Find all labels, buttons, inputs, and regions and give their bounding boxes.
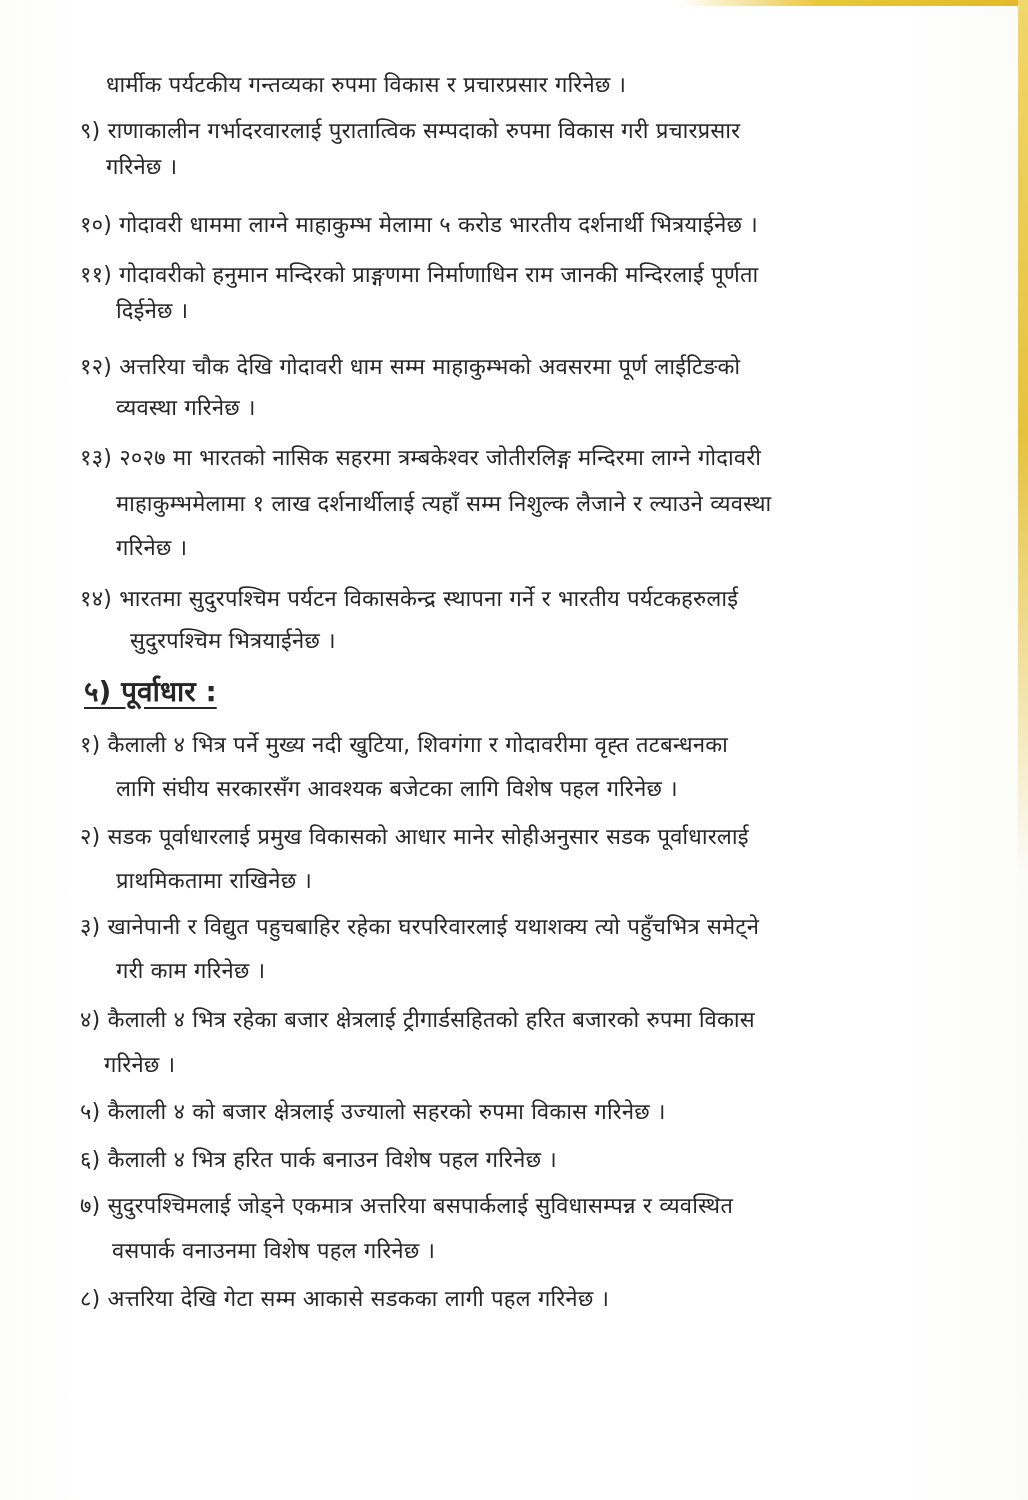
list-item-1: १) कैलाली ४ भित्र पर्ने मुख्य नदी खुटिया, शिवगंगा र गोदावरीमा वृह्त तटबन्धनका — [80, 733, 729, 758]
list-item-10: १०) गोदावरी धाममा लाग्ने माहाकुम्भ मेलामा ५ करोड भारतीय दर्शनार्थी भित्रयाईनेछ । — [80, 213, 758, 238]
text-line: गरिनेछ । — [104, 1053, 176, 1078]
text-line: सुदुरपश्चिम भित्रयाईनेछ । — [130, 629, 336, 654]
text-line: लागि संघीय सरकारसँग आवश्यक बजेटका लागि विशेष पहल गरिनेछ । — [116, 777, 678, 802]
list-item-14: १४) भारतमा सुदुरपश्चिम पर्यटन विकासकेन्द्र स्थापना गर्ने र भारतीय पर्यटकहरुलाई — [80, 587, 739, 612]
list-item-13: १३) २०२७ मा भारतको नासिक सहरमा त्रम्बकेश्वर जोतीरलिङ्ग मन्दिरमा लाग्ने गोदावरी — [80, 446, 762, 471]
list-item-6: ६) कैलाली ४ भित्र हरित पार्क बनाउन विशेष पहल गरिनेछ । — [80, 1148, 557, 1173]
section-heading-text: ५) पूर्वाधार : — [84, 675, 217, 708]
list-item-9: ९) राणाकालीन गर्भादरवारलाई पुरातात्विक सम्पदाको रुपमा विकास गरी प्रचारप्रसार — [80, 119, 741, 144]
text-line: दिईनेछ । — [116, 299, 189, 324]
section-heading — [84, 672, 217, 712]
list-item-4: ४) कैलाली ४ भित्र रहेका बजार क्षेत्रलाई ट्रीगार्डसहितको हरित बजारको रुपमा विकास — [80, 1008, 755, 1033]
paper-edge-top — [680, 0, 1028, 6]
text-line: गरिनेछ । — [116, 536, 188, 561]
list-item-11: ११) गोदावरीको हनुमान मन्दिरको प्राङ्गणमा निर्माणाधिन राम जानकी मन्दिरलाई पूर्णता — [80, 263, 759, 288]
list-item-5: ५) कैलाली ४ को बजार क्षेत्रलाई उज्यालो सहरको रुपमा विकास गरिनेछ । — [80, 1100, 666, 1125]
text-line: व्यवस्था गरिनेछ । — [116, 396, 256, 421]
paper-edge-right — [1018, 0, 1028, 870]
text-line: माहाकुम्भमेलामा १ लाख दर्शनार्थीलाई त्यहाँ सम्म निशुल्क लैजाने र ल्याउने व्यवस्था — [116, 492, 772, 517]
text-line: वसपार्क वनाउनमा विशेष पहल गरिनेछ । — [112, 1239, 436, 1264]
list-item-3: ३) खानेपानी र विद्युत पहुचबाहिर रहेका घरपरिवारलाई यथाशक्य त्यो पहुँचभित्र समेट्ने — [80, 915, 760, 940]
list-item-12: १२) अत्तरिया चौक देखि गोदावरी धाम सम्म माहाकुम्भको अवसरमा पूर्ण लाईटिङको — [80, 355, 741, 380]
list-item-8: ८) अत्तरिया देखि गेटा सम्म आकासे सडकका लागी पहल गरिनेछ । — [80, 1287, 610, 1312]
list-item-7: ७) सुदुरपश्चिमलाई जोड्ने एकमात्र अत्तरिया बसपार्कलाई सुविधासम्पन्न र व्यवस्थित — [80, 1194, 734, 1219]
list-item-2: २) सडक पूर्वाधारलाई प्रमुख विकासको आधार मानेर सोहीअनुसार सडक पूर्वाधारलाई — [80, 825, 749, 850]
text-line: प्राथमिकतामा राखिनेछ । — [116, 869, 313, 894]
text-line: गरिनेछ । — [106, 155, 178, 180]
text-line: धार्मीक पर्यटकीय गन्तव्यका रुपमा विकास र प्रचारप्रसार गरिनेछ । — [106, 73, 627, 98]
text-line: गरी काम गरिनेछ । — [116, 959, 266, 984]
